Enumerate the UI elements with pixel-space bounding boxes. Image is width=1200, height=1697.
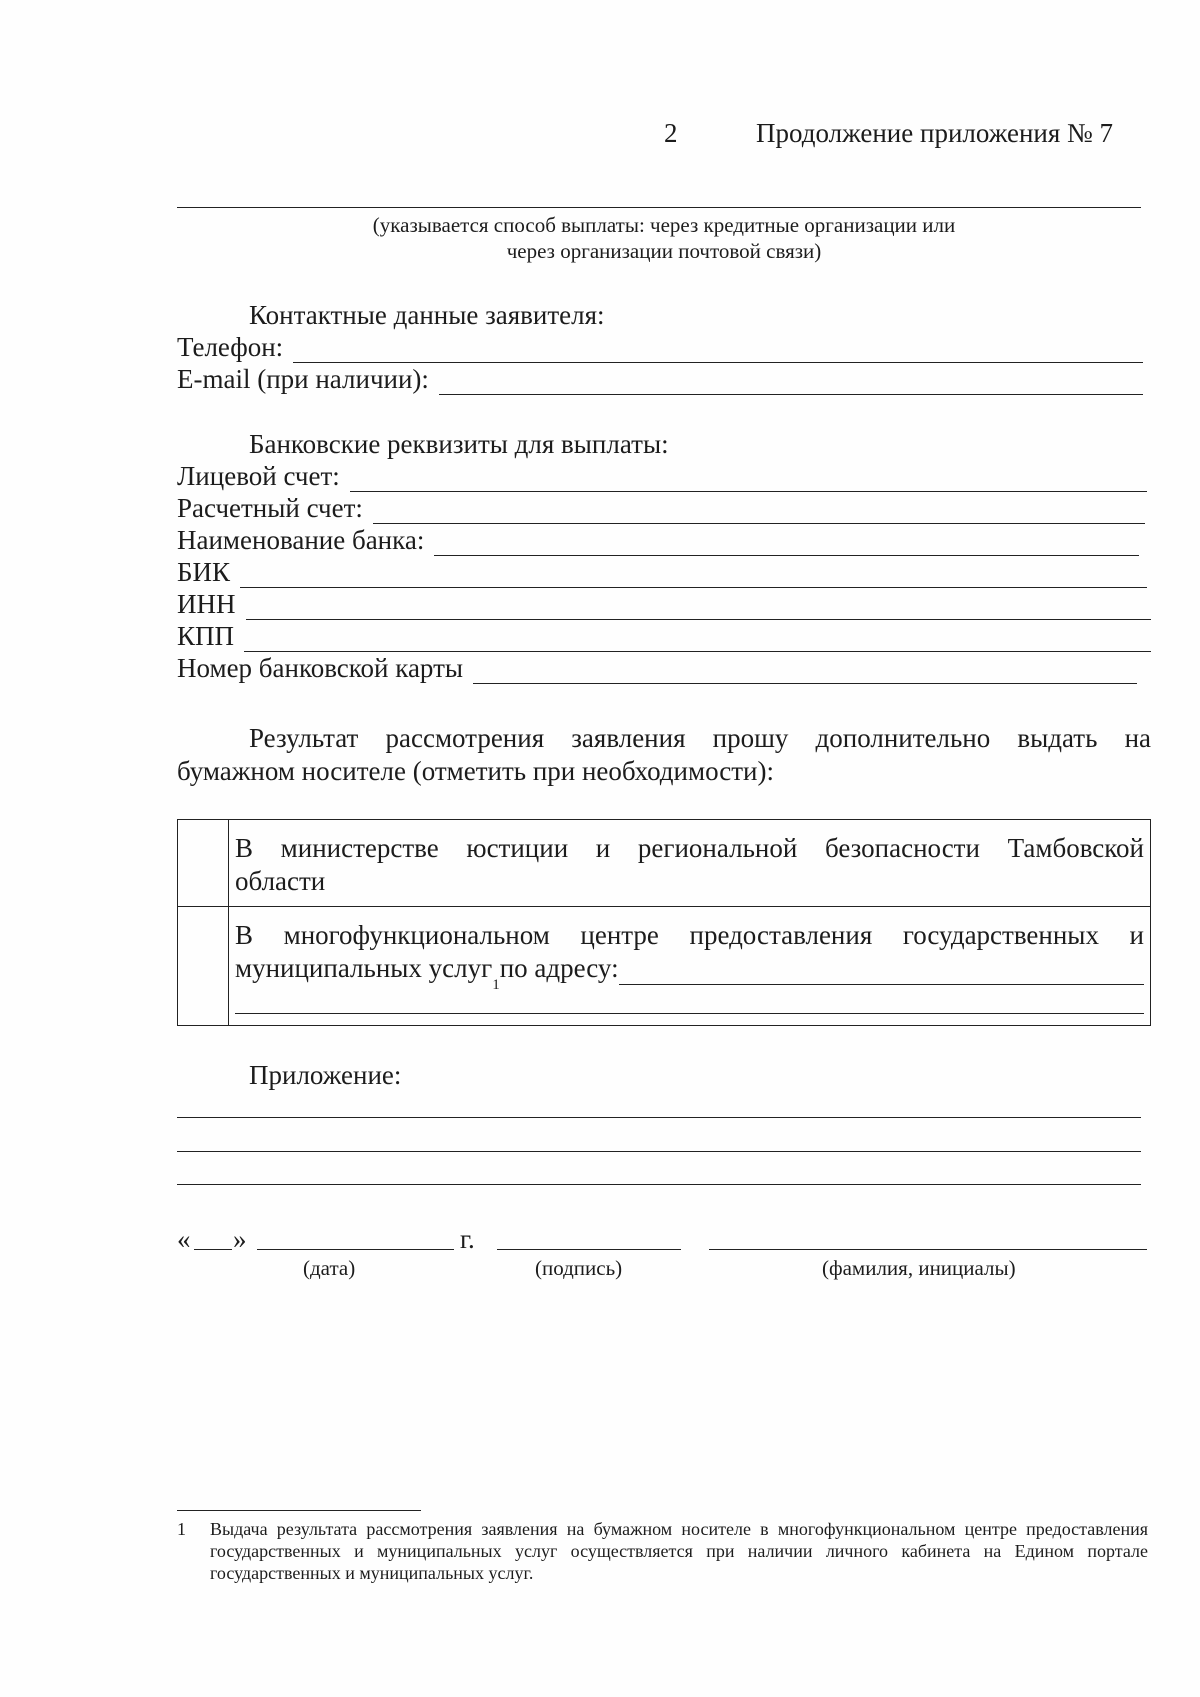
delivery-options-table	[177, 819, 1151, 1026]
card-number-label: Номер банковской карты	[177, 653, 464, 683]
option-checkbox-ministry[interactable]	[178, 820, 229, 907]
bik-label: БИК	[177, 557, 231, 587]
bank-name-field[interactable]	[177, 524, 1139, 556]
attachment-line-2[interactable]	[177, 1151, 1141, 1152]
bank-name-label: Наименование банка:	[177, 525, 425, 555]
result-request-line2: бумажном носителе (отметить при необходимости):	[177, 756, 774, 786]
payment-note-line1: (указывается способ выплаты: через кредитные организации или	[372, 213, 956, 237]
card-number-field[interactable]	[177, 652, 1137, 684]
day-input-line[interactable]	[194, 1249, 232, 1250]
footnote-text: Выдача результата рассмотрения заявления на бумажном носителе в многофункциональном центре предоставления государственных и муниципальных услуг осуществляется при наличии личного кабинета на Едином портале государственных и муниципальных услуг.	[210, 1519, 1148, 1583]
personal-account-input-line[interactable]	[350, 465, 1147, 492]
result-request-line1: Результат рассмотрения заявления прошу дополнительно выдать на	[249, 723, 1151, 753]
mfc-address-input-line-2[interactable]	[235, 985, 1144, 1014]
footnote-number: 1	[177, 1519, 186, 1539]
option-ministry-line1: В министерстве юстиции и региональной безопасности Тамбовской	[235, 833, 1144, 863]
footnote-separator	[177, 1510, 421, 1511]
email-label: E-mail (при наличии):	[177, 364, 429, 394]
kpp-input-line[interactable]	[244, 625, 1151, 652]
mfc-address-input-line[interactable]	[619, 958, 1144, 985]
option-row-mfc	[178, 907, 1151, 1026]
phone-input-line[interactable]	[293, 336, 1143, 363]
contacts-heading: Контактные данные заявителя:	[249, 300, 605, 330]
option-text-ministry	[229, 820, 1151, 907]
phone-field[interactable]	[177, 331, 1143, 363]
attachment-line-1[interactable]	[177, 1117, 1141, 1118]
option-checkbox-mfc[interactable]	[178, 907, 229, 1026]
bik-field[interactable]	[177, 556, 1147, 588]
bank-name-input-line[interactable]	[434, 529, 1139, 556]
signature-input-line[interactable]	[497, 1249, 681, 1250]
attachment-heading: Приложение:	[249, 1060, 402, 1090]
month-input-line[interactable]	[257, 1249, 454, 1250]
inn-input-line[interactable]	[246, 593, 1152, 620]
option-mfc-line2-prefix: муниципальных услуг	[235, 953, 493, 983]
payment-method-note	[177, 212, 1151, 264]
name-input-line[interactable]	[709, 1249, 1147, 1250]
payment-note-line2: через организации почтовой связи)	[506, 239, 822, 263]
settlement-account-input-line[interactable]	[373, 497, 1145, 524]
card-number-input-line[interactable]	[473, 657, 1137, 684]
page-number: 2	[664, 118, 678, 148]
attachment-line-3[interactable]	[177, 1184, 1141, 1185]
date-open-quote: «	[177, 1224, 191, 1254]
email-input-line[interactable]	[439, 368, 1143, 395]
kpp-label: КПП	[177, 621, 235, 651]
option-ministry-line2: области	[235, 866, 326, 896]
option-mfc-line2-suffix: по адресу:	[499, 953, 619, 983]
option-mfc-line1: В многофункциональном центре предоставления государственных и	[235, 920, 1144, 950]
signature-caption: (подпись)	[535, 1256, 623, 1280]
page-title: Продолжение приложения № 7	[756, 118, 1114, 148]
inn-label: ИНН	[177, 589, 236, 619]
payment-method-line[interactable]	[177, 207, 1141, 208]
email-field[interactable]	[177, 363, 1143, 395]
date-close-quote: »	[233, 1224, 247, 1254]
personal-account-field[interactable]	[177, 460, 1147, 492]
bik-input-line[interactable]	[240, 561, 1147, 588]
option-row-ministry	[178, 820, 1151, 907]
settlement-account-label: Расчетный счет:	[177, 493, 363, 523]
option-mfc-line2: муниципальных услуг 1 по адресу:	[235, 952, 1144, 985]
settlement-account-field[interactable]	[177, 492, 1145, 524]
name-caption: (фамилия, инициалы)	[822, 1256, 1016, 1280]
year-suffix: г.	[460, 1224, 475, 1254]
date-caption: (дата)	[303, 1256, 356, 1280]
bank-heading: Банковские реквизиты для выплаты:	[249, 429, 669, 459]
kpp-field[interactable]	[177, 620, 1151, 652]
phone-label: Телефон:	[177, 332, 284, 362]
personal-account-label: Лицевой счет:	[177, 461, 340, 491]
option-text-mfc	[229, 907, 1151, 1026]
inn-field[interactable]	[177, 588, 1151, 620]
